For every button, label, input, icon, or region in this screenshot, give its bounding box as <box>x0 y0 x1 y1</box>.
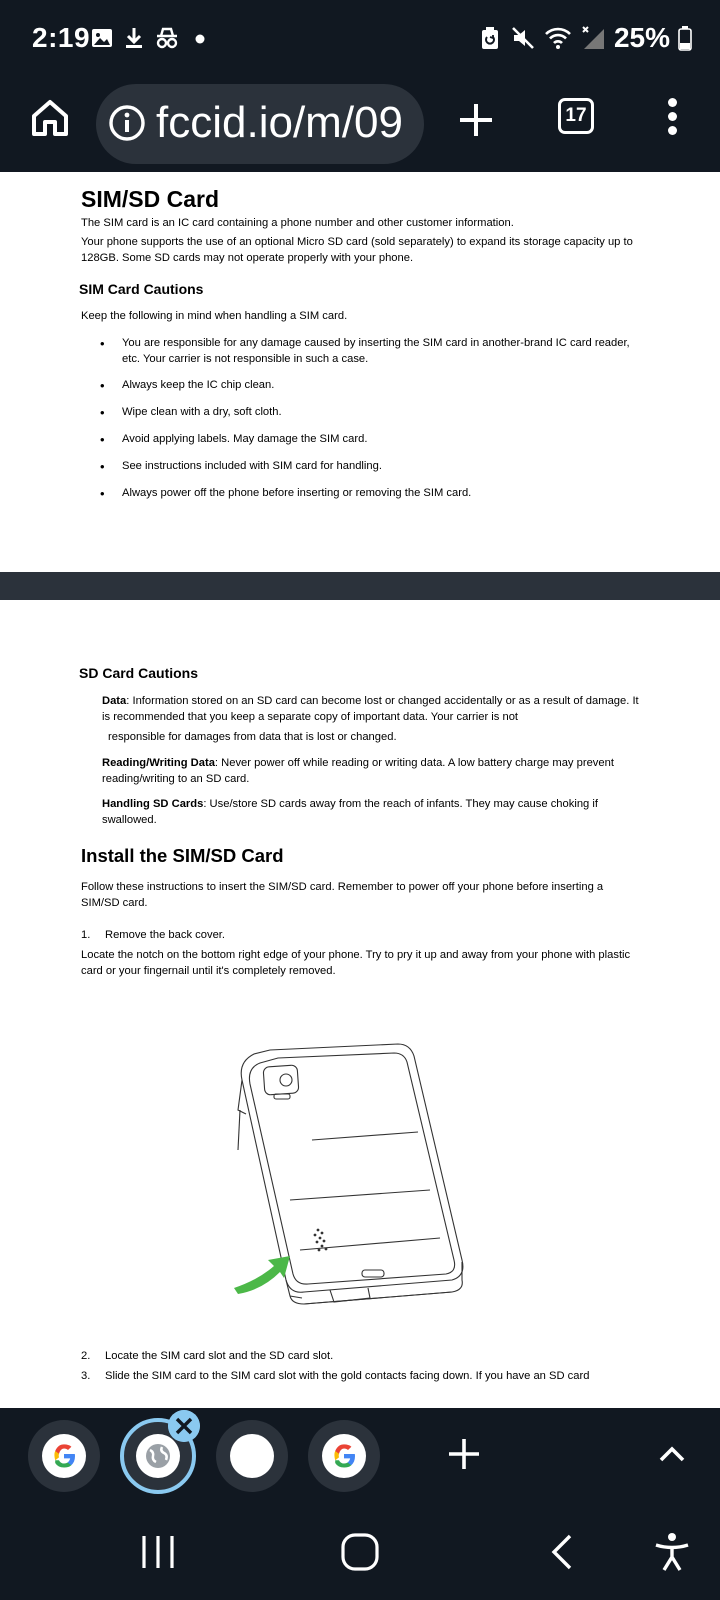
document-page-2 <box>0 600 720 1408</box>
step-2 <box>81 1350 333 1362</box>
caution-text: : Never power off while reading or writing data. A low battery charge may prevent reading/writing to an SD card. <box>102 757 614 785</box>
step-1-detail: Locate the notch on the bottom right edge of your phone. Try to pry it up and away from your phone with plastic card or your fingernail until it's completely removed. <box>81 949 631 977</box>
wifi-icon <box>544 26 572 50</box>
image-icon <box>90 26 114 50</box>
url-bar[interactable] <box>96 84 424 164</box>
caution-label: Reading/Writing Data <box>102 757 215 769</box>
back-icon[interactable] <box>540 1530 584 1574</box>
nfc-icon <box>478 25 502 51</box>
status-notification-icons <box>90 26 208 50</box>
step-text: Locate the SIM card slot and the SD card slot. <box>105 1350 334 1362</box>
section-title: Install the SIM/SD Card <box>81 845 284 866</box>
dot-icon <box>188 26 208 50</box>
paragraph: The SIM card is an IC card containing a phone number and other customer information. <box>81 217 514 229</box>
status-system-icons <box>478 22 692 54</box>
paragraph: Keep the following in mind when handling a SIM card. <box>81 310 348 322</box>
page-title: SIM/SD Card <box>81 186 220 212</box>
tab-switcher-button[interactable]: 17 <box>558 98 594 134</box>
step-text: Slide the SIM card to the SIM card slot with the gold contacts facing down. If you have an SD card <box>105 1370 590 1382</box>
battery-percentage: 25% <box>613 22 670 53</box>
new-tab-icon[interactable] <box>456 100 496 140</box>
step-number: 1. <box>81 929 91 941</box>
close-tab-icon[interactable] <box>168 1410 200 1442</box>
home-nav-icon[interactable] <box>338 1530 382 1574</box>
step-text: Remove the back cover. <box>105 929 226 941</box>
caution-text: : Information stored on an SD card can become lost or changed accidentally or as a result of damage. It is recommended that you keep a separate copy of important data. Your carrier is not <box>102 695 639 723</box>
step-3 <box>81 1370 589 1382</box>
list-item: • Wipe clean with a dry, soft cloth. <box>100 405 640 421</box>
list-item: • Always keep the IC chip clean. <box>100 378 640 394</box>
caution-handling <box>102 797 642 828</box>
blank-icon <box>230 1434 274 1478</box>
chevron-up-icon[interactable] <box>656 1438 688 1470</box>
globe-icon <box>144 1442 172 1470</box>
phone-back-cover-illustration <box>230 1040 480 1310</box>
step-number: 3. <box>81 1370 91 1382</box>
recent-apps-icon[interactable] <box>136 1530 180 1574</box>
tab-thumbnail[interactable] <box>308 1420 380 1492</box>
browser-toolbar <box>0 80 720 172</box>
document-viewer[interactable] <box>0 172 720 1408</box>
green-arrow-icon <box>234 1256 290 1294</box>
caution-data <box>102 694 642 725</box>
battery-icon <box>678 25 692 51</box>
site-info-icon[interactable] <box>108 104 146 142</box>
caution-data-continued: responsible for damages from data that is lost or changed. <box>108 731 397 743</box>
bullet-list <box>100 336 640 513</box>
add-tab-icon[interactable] <box>446 1436 482 1472</box>
incognito-icon <box>154 26 180 50</box>
section-heading: SIM Card Cautions <box>79 281 204 297</box>
caution-label: Data <box>102 695 127 707</box>
home-icon[interactable] <box>28 96 72 140</box>
list-item: • Always power off the phone before inserting or removing the SIM card. <box>100 486 640 502</box>
status-bar <box>0 0 720 80</box>
mute-icon <box>510 25 536 51</box>
section-heading: SD Card Cautions <box>79 665 199 681</box>
paragraph: Your phone supports the use of an optional Micro SD card (sold separately) to expand its storage capacity up to 128GB. Some SD cards may not operate properly with your phone. <box>81 236 633 264</box>
status-time: 2:19 <box>32 22 91 53</box>
tab-strip <box>0 1408 720 1508</box>
tab-thumbnail[interactable] <box>28 1420 100 1492</box>
list-item: • See instructions included with SIM card for handling. <box>100 459 640 475</box>
page-separator <box>0 572 720 600</box>
accessibility-icon[interactable] <box>650 1530 694 1574</box>
caution-text: : Use/store SD cards away from the reach of infants. They may cause choking if swallowed. <box>102 798 598 826</box>
download-icon <box>122 26 146 50</box>
url-text[interactable]: fccid.io/m/09 <box>156 98 403 147</box>
google-icon <box>50 1442 78 1470</box>
overflow-menu-icon[interactable] <box>664 96 680 140</box>
signal-icon <box>580 25 606 51</box>
caution-reading-writing <box>102 756 642 787</box>
google-icon <box>330 1442 358 1470</box>
tab-thumbnail[interactable] <box>216 1420 288 1492</box>
list-item: • Avoid applying labels. May damage the SIM card. <box>100 432 640 448</box>
document-page-1 <box>0 172 720 572</box>
caution-label: Handling SD Cards <box>102 798 204 810</box>
step-number: 2. <box>81 1350 91 1362</box>
step-1 <box>81 929 225 941</box>
paragraph: Follow these instructions to insert the SIM/SD card. Remember to power off your phone before inserting a SIM/SD card. <box>81 881 604 909</box>
list-item: • You are responsible for any damage caused by inserting the SIM card in another-brand IC card reader, etc. Your carrier is not responsible in such a case. <box>100 336 640 367</box>
system-navigation-bar <box>0 1508 720 1600</box>
